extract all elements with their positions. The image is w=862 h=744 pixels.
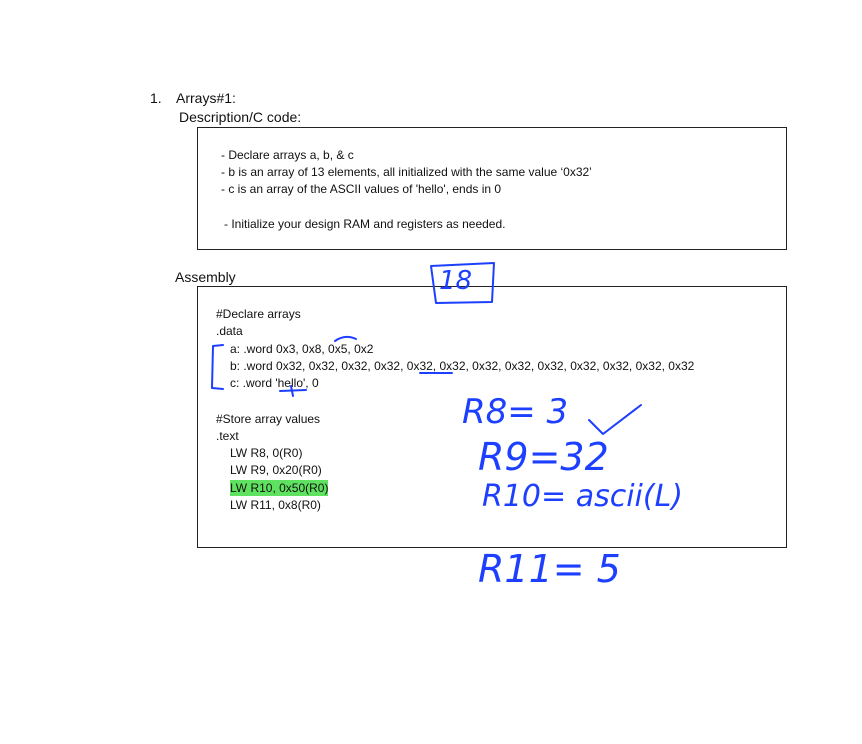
declare-comment: #Declare arrays bbox=[216, 307, 301, 321]
array-c-line: c: .word 'hello', 0 bbox=[230, 376, 319, 390]
description-line-4: - Initialize your design RAM and registers as needed. bbox=[224, 217, 506, 231]
instruction-1: LW R8, 0(R0) bbox=[230, 446, 303, 460]
instruction-3-highlighted: LW R10, 0x50(R0) bbox=[230, 481, 329, 495]
data-directive: .data bbox=[216, 324, 243, 338]
description-line-2: - b is an array of 13 elements, all initialized with the same value ‘0x32’ bbox=[221, 165, 592, 179]
handwritten-r11: R11= 5 bbox=[478, 547, 621, 591]
handwritten-r8: R8= 3 bbox=[462, 392, 569, 432]
array-a-line: a: .word 0x3, 0x8, 0x5, 0x2 bbox=[230, 342, 374, 356]
description-line-3: - c is an array of the ASCII values of 'hello', ends in 0 bbox=[221, 182, 502, 196]
handwritten-r10: R10= ascii(L) bbox=[482, 479, 683, 514]
section-subtitle: Description/C code: bbox=[179, 109, 302, 125]
array-b-line: b: .word 0x32, 0x32, 0x32, 0x32, 0x32, 0x32, 0x32, 0x32, 0x32, 0x32, 0x32, 0x32, 0x32 bbox=[230, 359, 695, 373]
instruction-2: LW R9, 0x20(R0) bbox=[230, 463, 322, 477]
handwritten-18: 18 bbox=[439, 266, 473, 296]
item-number: 1. bbox=[150, 90, 162, 106]
description-line-1: - Declare arrays a, b, & c bbox=[221, 148, 354, 162]
handwritten-r9: R9=32 bbox=[478, 435, 609, 479]
assembly-label: Assembly bbox=[175, 269, 236, 285]
store-comment: #Store array values bbox=[216, 412, 321, 426]
text-directive: .text bbox=[216, 429, 239, 443]
instruction-4: LW R11, 0x8(R0) bbox=[230, 498, 321, 512]
section-title: Arrays#1: bbox=[176, 90, 236, 106]
